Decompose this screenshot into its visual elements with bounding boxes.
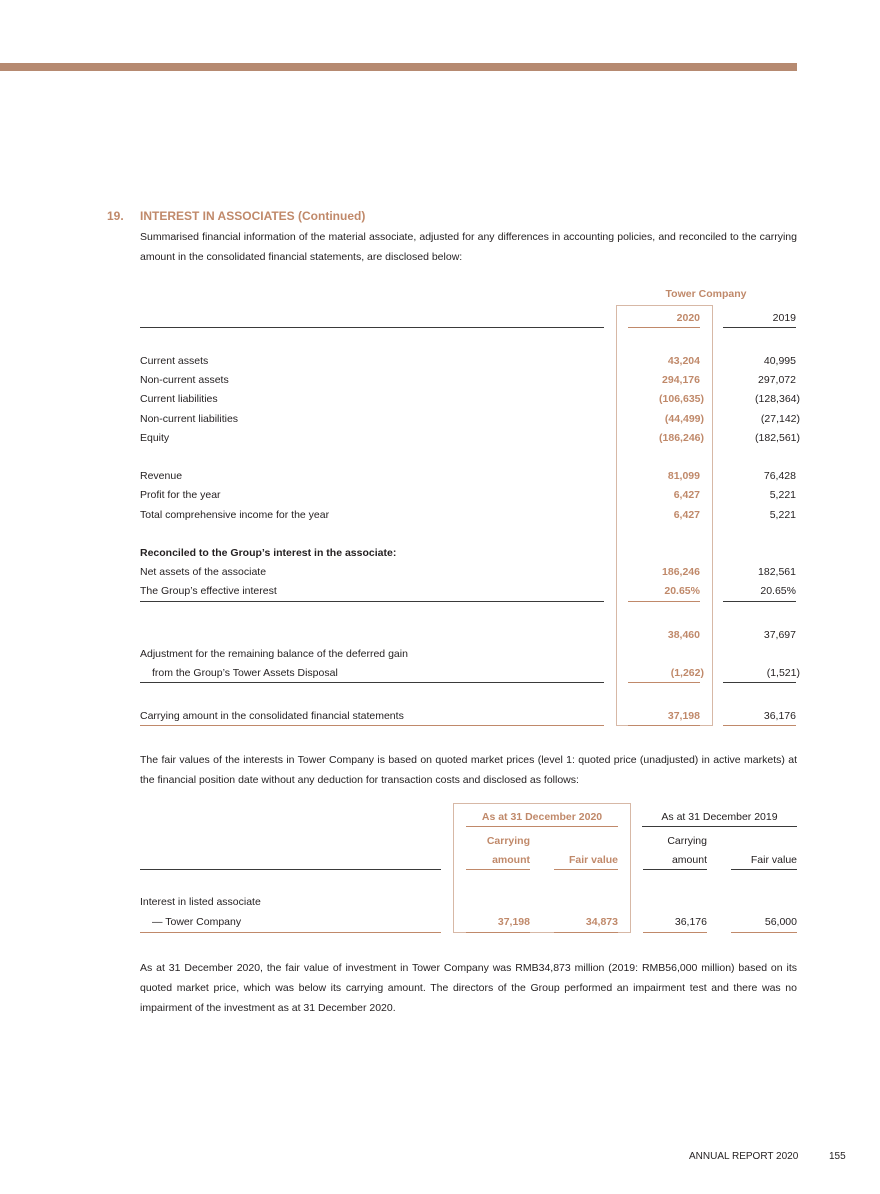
rule-2019 (723, 601, 796, 602)
rule-header-2020 (466, 826, 618, 827)
rule-col-2019-fair (731, 869, 797, 870)
row-label: Non-current assets (140, 374, 229, 386)
rule-2020 (628, 682, 700, 683)
section-title: INTEREST IN ASSOCIATES (Continued) (140, 209, 366, 223)
header-2020: As at 31 December 2020 (481, 811, 603, 823)
value-2020: (1,262) (670, 667, 704, 679)
rule-col-2019-carrying (643, 869, 707, 870)
row-label: Revenue (140, 470, 183, 482)
value-2019: 37,697 (763, 629, 796, 641)
row-label: Current assets (140, 355, 209, 367)
value-2019: 20.65% (760, 585, 796, 597)
rule-col-label (140, 869, 441, 870)
value-2019: 40,995 (763, 355, 796, 367)
value-2020: 81,099 (667, 470, 700, 482)
value-2019: (182,561) (755, 432, 800, 444)
top-decorative-bar (0, 63, 797, 71)
value-2020: 6,427 (673, 489, 700, 501)
value-2020-fair: 34,873 (585, 916, 618, 928)
rule-col-2020-fair (554, 869, 618, 870)
row-label: Carrying amount in the consolidated financial statements (140, 710, 404, 722)
value-2020: 43,204 (667, 355, 700, 367)
row-label: Adjustment for the remaining balance of the deferred gain (140, 648, 408, 660)
value-2020: 37,198 (667, 710, 700, 722)
value-2020: 20.65% (664, 585, 700, 597)
value-2020: 294,176 (662, 374, 700, 386)
rule-label (140, 682, 604, 683)
value-2020: 6,427 (673, 509, 700, 521)
row-label: Current liabilities (140, 393, 218, 405)
header-2019: As at 31 December 2019 (661, 811, 778, 823)
value-2019: 182,561 (758, 566, 796, 578)
rule-col-2020-carrying (466, 869, 530, 870)
header-rule-label (140, 327, 604, 328)
fair-value-paragraph: The fair values of the interests in Tower Company is based on quoted market prices (level 1: quoted price (unadjusted) in active markets) at the financial position date without any deduction for transaction costs and disclosed as follows: (140, 754, 797, 786)
value-2019-carrying: 36,176 (674, 916, 707, 928)
value-2019: 297,072 (758, 374, 796, 386)
company-header: Tower Company (665, 288, 747, 300)
value-2020: (44,499) (664, 413, 704, 425)
row-label: Non-current liabilities (140, 413, 239, 425)
header-rule-2020 (628, 327, 700, 328)
value-2020: 186,246 (662, 566, 700, 578)
value-2020: (106,635) (659, 393, 704, 405)
value-2019: 5,221 (769, 509, 796, 521)
value-2019: (128,364) (755, 393, 800, 405)
row-label: Net assets of the associate (140, 566, 267, 578)
row-label: Profit for the year (140, 489, 221, 501)
fair-value-header-2020: Fair value (568, 854, 618, 866)
row-label: Interest in listed associate (140, 896, 261, 908)
reconciled-heading: Reconciled to the Group’s interest in the associate: (140, 547, 397, 559)
footer-report-title: ANNUAL REPORT 2020 (689, 1151, 799, 1162)
fair-value-header-2019: Fair value (750, 854, 797, 866)
rule-header-2019 (642, 826, 797, 827)
value-2019-fair: 56,000 (764, 916, 797, 928)
rule-total-label (140, 725, 604, 726)
value-2019: 36,176 (763, 710, 796, 722)
rule-total-2019-fair (731, 932, 797, 933)
rule-total-2020 (628, 725, 700, 726)
rule-total-label (140, 932, 441, 933)
rule-total-2020-fair (554, 932, 618, 933)
rule-2020 (628, 601, 700, 602)
row-label: Total comprehensive income for the year (140, 509, 330, 521)
value-2019: 76,428 (763, 470, 796, 482)
row-label-company: — Tower Company (152, 916, 242, 928)
rule-label (140, 601, 604, 602)
value-2019: (27,142) (760, 413, 800, 425)
year-2019-header: 2019 (772, 312, 796, 324)
value-2020: (186,246) (659, 432, 704, 444)
value-2019: 5,221 (769, 489, 796, 501)
carrying-header-2020: Carrying (486, 835, 530, 847)
row-label: Equity (140, 432, 170, 444)
year-2020-header: 2020 (676, 312, 700, 324)
intro-paragraph: Summarised financial information of the material associate, adjusted for any differences in accounting policies, and reconciled to the carrying amount in the consolidated financial statements, are disclosed below: (140, 231, 797, 263)
header-rule-2019 (723, 327, 796, 328)
rule-total-2020-carrying (466, 932, 530, 933)
rule-2019 (723, 682, 796, 683)
row-label: The Group’s effective interest (140, 585, 277, 597)
section-number: 19. (107, 209, 124, 223)
value-2019: (1,521) (766, 667, 800, 679)
page-number: 155 (829, 1151, 846, 1162)
conclusion-paragraph: As at 31 December 2020, the fair value of investment in Tower Company was RMB34,873 million (2019: RMB56,000 million) based on its quoted market price, which was below its carrying amount. The directors of the Group performed an impairment test and there was no impairment of the investment as at 31 December 2020. (140, 962, 797, 1014)
row-label-continued: from the Group’s Tower Assets Disposal (152, 667, 338, 679)
amount-header-2020: amount (492, 854, 530, 866)
carrying-header-2019: Carrying (667, 835, 707, 847)
value-2020-carrying: 37,198 (497, 916, 530, 928)
rule-total-2019 (723, 725, 796, 726)
amount-header-2019: amount (671, 854, 707, 866)
rule-total-2019-carrying (643, 932, 707, 933)
value-2020: 38,460 (667, 629, 700, 641)
